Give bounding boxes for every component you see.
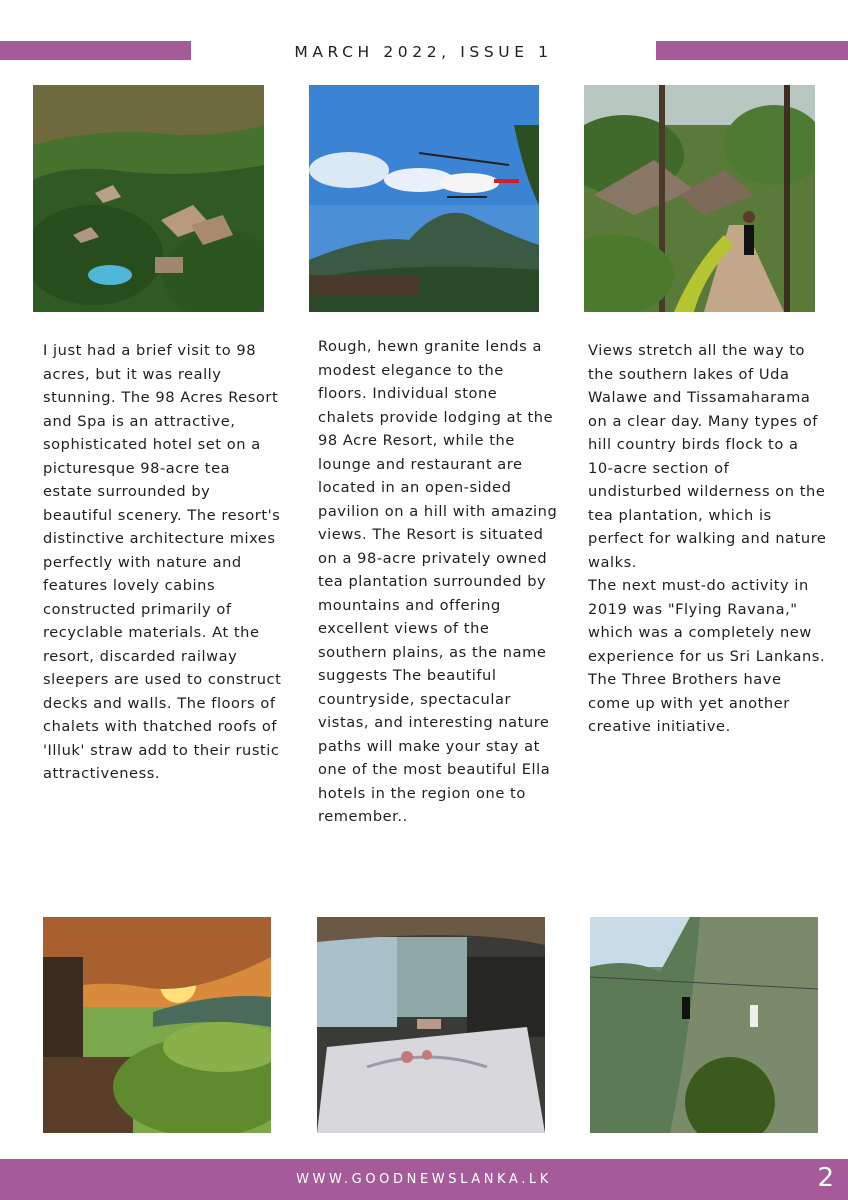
page-number: 2 [817,1163,834,1193]
header-accent-bar-right [656,41,848,60]
bedroom-photo [317,917,545,1133]
column-3-paragraph-1: Views stretch all the way to the southern lakes of Uda Walawe and Tissamaharama on a clear day. Many types of hill country birds flock to a 10-acre section of undisturbed wilderness on the tea plantation, which is perfect for walking and nature walks. [588,342,827,571]
resort-aerial-photo [33,85,264,312]
column-3-paragraph-2: The next must-do activity in 2019 was "Flying Ravana," which was a completely new experience for us Sri Lankans. The Three Brothers have come up with yet another creative initiative. [588,577,826,735]
website-url[interactable]: WWW.GOODNEWSLANKA.LK [296,1172,552,1187]
column-3-text [588,339,828,739]
garden-path-photo [584,85,815,312]
helicopter-photo [309,85,539,312]
column-1-text: I just had a brief visit to 98 acres, but it was really stunning. The 98 Acres Resort and Spa is an attractive, sophisticated hotel set on a picturesque 98-acre tea estate surrounded by beautiful scenery. The resort's distinctive architecture mixes perfectly with nature and features lovely cabins constructed primarily of recyclable materials. At the resort, discarded railway sleepers are used to construct decks and walls. The floors of chalets with thatched roofs of 'Illuk' straw add to their rustic attractiveness. [43,342,282,782]
header-accent-bar-left [0,41,191,60]
sunset-veranda-photo [43,917,271,1133]
zipline-photo [590,917,818,1133]
column-2-text: Rough, hewn granite lends a modest elegance to the floors. Individual stone chalets provide lodging at the 98 Acre Resort, while the lounge and restaurant are located in an open-sided pavilion on a hill with amazing views. The Resort is situated on a 98-acre privately owned tea plantation surrounded by mountains and offering excellent views of the southern plains, as the name suggests The beautiful countryside, spectacular vistas, and interesting nature paths will make your stay at one of the most beautiful Ella hotels in the region one to remember.. [318,338,558,825]
footer-bar [0,1159,848,1200]
issue-title: MARCH 2022, ISSUE 1 [294,43,553,61]
